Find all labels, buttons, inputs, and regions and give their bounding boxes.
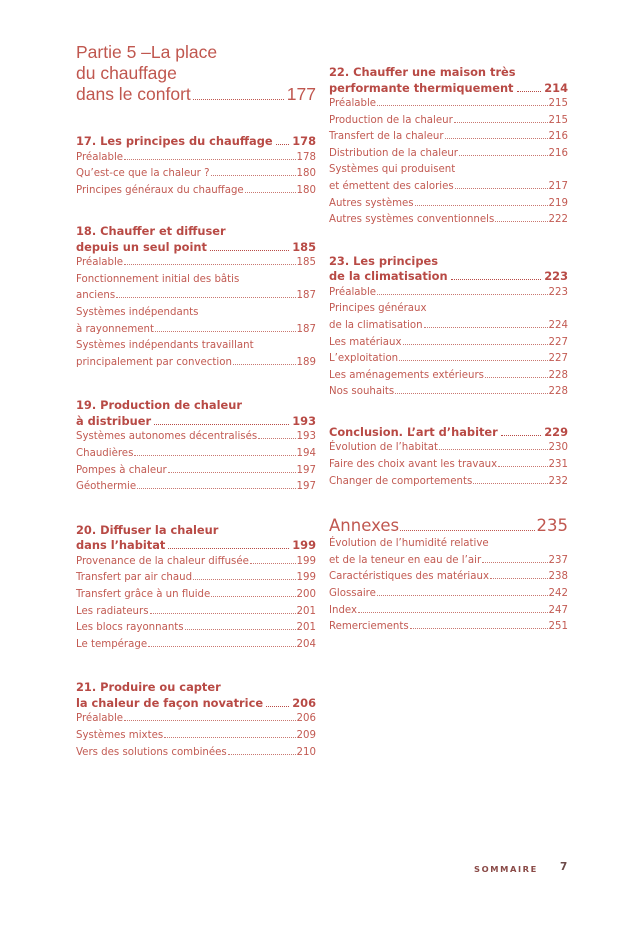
dot-leader [193, 579, 295, 580]
section-heading[interactable] [76, 680, 316, 711]
dot-leader [276, 144, 290, 145]
dot-leader [439, 449, 548, 450]
toc-entry[interactable] [329, 96, 568, 113]
section-page: 223 [544, 269, 568, 284]
dot-leader [137, 488, 295, 489]
entry-text: Production de la chaleur [329, 114, 453, 126]
section-page: 178 [292, 134, 316, 148]
toc-entry[interactable] [76, 637, 316, 654]
entry-page: 204 [296, 638, 316, 650]
dot-leader [116, 297, 295, 298]
toc-entry[interactable] [76, 429, 316, 446]
part-page: 177 [286, 84, 316, 104]
toc-entry[interactable] [76, 272, 316, 305]
dot-leader [455, 188, 548, 189]
footer-label: SOMMAIRE [474, 864, 538, 874]
dot-leader [482, 562, 547, 563]
dot-leader [495, 221, 547, 222]
entry-text: Les aménagements extérieurs [329, 369, 484, 381]
dot-leader [403, 344, 548, 345]
entry-text: Les radiateurs [76, 605, 149, 617]
dot-leader [399, 360, 547, 361]
toc-entry[interactable] [76, 745, 316, 762]
toc-entry[interactable] [329, 301, 568, 334]
dot-leader [211, 175, 296, 176]
section-heading[interactable] [76, 134, 316, 150]
toc-left-column [76, 40, 316, 761]
entry-page: 217 [548, 180, 568, 192]
toc-entry[interactable] [329, 619, 568, 636]
section-heading[interactable] [76, 398, 316, 429]
section-title-line: 17. Les principes du chauffage [76, 134, 273, 148]
entry-page: 178 [296, 151, 316, 163]
entry-text-line: Systèmes indépendants travaillant [76, 340, 254, 352]
entry-page: 251 [548, 621, 568, 633]
entry-text: Préalable [329, 286, 377, 298]
entry-text: Nos souhaits [329, 386, 395, 398]
toc-entry[interactable] [76, 338, 316, 371]
toc-entry[interactable] [329, 212, 568, 229]
toc-entry[interactable] [76, 587, 316, 604]
entry-page: 200 [296, 589, 316, 600]
toc-section [329, 254, 568, 401]
entry-page: 231 [548, 459, 568, 470]
dot-leader [424, 327, 548, 328]
toc-section [329, 65, 568, 229]
section-title-line: Conclusion. L’art d’habiter [329, 424, 498, 439]
entry-page: 185 [296, 257, 316, 269]
dot-leader [164, 737, 295, 738]
part-title [76, 42, 316, 105]
toc-entry[interactable] [329, 384, 568, 401]
entry-text: Préalable [76, 151, 124, 163]
toc-entry[interactable] [76, 305, 316, 338]
entry-text: Glossaire [329, 587, 376, 599]
dot-leader [445, 138, 548, 139]
toc-entry[interactable] [76, 620, 316, 637]
dot-leader [150, 613, 296, 614]
entry-text-line: Systèmes indépendants [76, 307, 199, 319]
dot-leader [193, 99, 284, 100]
toc-section [76, 224, 316, 371]
entry-page: 180 [296, 168, 316, 180]
entry-page: 197 [296, 481, 316, 493]
entry-text: Provenance de la chaleur diffusée [76, 555, 249, 567]
annexes-section [329, 516, 568, 636]
entry-page: 194 [296, 448, 316, 460]
toc-entry[interactable] [76, 554, 316, 571]
entry-page: 228 [548, 386, 568, 398]
entry-text: Transfert grâce à un fluide [76, 589, 211, 600]
dot-leader [377, 294, 547, 295]
entry-text: principalement par convection [76, 356, 232, 368]
section-title-line: de la climatisation [329, 269, 448, 284]
entry-text: Index [329, 604, 358, 616]
section-page: 199 [292, 538, 316, 553]
entry-text: Remerciements [329, 621, 409, 633]
toc-entry[interactable] [76, 570, 316, 587]
entry-text-line: Évolution de l’humidité relative [329, 538, 489, 550]
dot-leader [124, 264, 295, 265]
section-title-line: 21. Produire ou capter [76, 680, 221, 695]
part-title-line: du chauffage [76, 63, 177, 83]
dot-leader [134, 455, 295, 456]
entry-text: Caractéristiques des matériaux [329, 571, 489, 583]
dot-leader [211, 596, 295, 597]
toc-right-column [329, 40, 568, 636]
entry-text: Préalable [76, 257, 124, 269]
toc-entry[interactable] [76, 150, 316, 167]
dot-leader [377, 105, 547, 106]
toc-entry[interactable] [329, 113, 568, 130]
toc-entry[interactable] [76, 183, 316, 200]
section-page: 214 [544, 80, 568, 95]
entry-text-line: Fonctionnement initial des bâtis [76, 273, 240, 285]
entry-page: 223 [548, 286, 568, 298]
dot-leader [473, 483, 547, 484]
entry-page: 193 [296, 431, 316, 443]
toc-entry[interactable] [329, 536, 568, 569]
entry-page: 242 [548, 587, 568, 599]
toc-section [76, 523, 316, 654]
entry-text: Distribution de la chaleur [329, 147, 459, 159]
dot-leader [485, 377, 548, 378]
section-heading[interactable] [329, 425, 568, 441]
section-title-line: 19. Production de chaleur [76, 398, 242, 413]
entry-page: 201 [296, 605, 316, 617]
toc-entry[interactable] [76, 463, 316, 480]
entry-text: Le tempérage [76, 638, 148, 650]
entry-page: 219 [548, 197, 568, 209]
toc-entry[interactable] [76, 604, 316, 621]
section-page: 229 [544, 424, 568, 439]
entry-page: 187 [296, 323, 316, 335]
toc-entry[interactable] [329, 129, 568, 146]
dot-leader [501, 435, 541, 436]
entry-text: Chaudières [76, 448, 134, 460]
dot-leader [517, 91, 542, 92]
entry-text-line: Principes généraux [329, 303, 427, 315]
dot-leader [377, 595, 548, 596]
toc-entry[interactable] [329, 603, 568, 620]
dot-leader [168, 472, 296, 473]
entry-text: Évolution de l’habitat [329, 442, 439, 454]
dot-leader [400, 530, 534, 531]
page-number: 7 [560, 861, 568, 873]
entry-text: Préalable [76, 713, 124, 725]
section-heading[interactable] [329, 65, 568, 96]
dot-leader [148, 646, 295, 647]
dot-leader [395, 393, 547, 394]
section-title-line: depuis un seul point [76, 239, 207, 254]
section-heading[interactable] [76, 224, 316, 255]
section-title-line: dans l’habitat [76, 538, 166, 553]
toc-entry[interactable] [76, 255, 316, 272]
dot-leader [459, 155, 548, 156]
entry-page: 215 [548, 114, 568, 126]
toc-entry[interactable] [329, 457, 568, 474]
dot-leader [168, 548, 289, 549]
entry-page: 216 [548, 147, 568, 159]
section-title-line: à distribuer [76, 413, 152, 428]
entry-page: 197 [296, 464, 316, 476]
entry-text: Les matériaux [329, 336, 402, 348]
entry-text: de la climatisation [329, 319, 423, 331]
entry-page: 237 [548, 554, 568, 566]
dot-leader [266, 706, 289, 707]
toc-entry[interactable] [329, 569, 568, 586]
toc-entry[interactable] [329, 586, 568, 603]
section-heading[interactable] [76, 523, 316, 554]
dot-leader [258, 438, 295, 439]
toc-entry[interactable] [329, 162, 568, 195]
toc-entry[interactable] [329, 368, 568, 385]
toc-entry[interactable] [76, 479, 316, 496]
section-page: 206 [292, 695, 316, 710]
part-title-line: dans le confort [76, 84, 191, 104]
entry-text: et émettent des calories [329, 180, 454, 192]
entry-text: Changer de comportements [329, 475, 473, 487]
dot-leader [410, 628, 548, 629]
dot-leader [155, 331, 296, 332]
dot-leader [498, 466, 547, 467]
entry-page: 227 [548, 353, 568, 365]
entry-page: 209 [296, 729, 316, 741]
entry-page: 180 [296, 184, 316, 196]
dot-leader [454, 122, 548, 123]
toc-section [76, 398, 316, 495]
entry-page: 206 [296, 713, 316, 725]
toc-entry[interactable] [329, 146, 568, 163]
entry-page: 228 [548, 369, 568, 381]
section-page: 185 [292, 239, 316, 254]
annexes-title: Annexes [329, 516, 400, 536]
section-page: 193 [292, 413, 316, 428]
toc-section [76, 680, 316, 761]
entry-page: 227 [548, 336, 568, 348]
section-title-line: 22. Chauffer une maison très [329, 65, 516, 79]
section-title-line: performante thermiquement [329, 80, 514, 95]
entry-page: 215 [548, 98, 568, 109]
toc-entry[interactable] [76, 166, 316, 183]
toc-entry[interactable] [329, 351, 568, 368]
entry-page: 247 [548, 604, 568, 616]
section-title-line: la chaleur de façon novatrice [76, 695, 264, 710]
entry-page: 201 [296, 622, 316, 634]
dot-leader [358, 612, 548, 613]
entry-page: 238 [548, 571, 568, 583]
section-heading[interactable] [329, 254, 568, 285]
section-title-line: 18. Chauffer et diffuser [76, 224, 226, 239]
annexes-page: 235 [536, 516, 568, 536]
dot-leader [228, 754, 296, 755]
toc-entry[interactable] [329, 440, 568, 457]
entry-text: Transfert de la chaleur [329, 131, 444, 143]
entry-text: Vers des solutions combinées [76, 746, 227, 758]
entry-text-line: Systèmes qui produisent [329, 164, 456, 176]
dot-leader [233, 364, 296, 365]
entry-text: à rayonnement [76, 323, 154, 335]
toc-entry[interactable] [329, 285, 568, 302]
entry-page: 230 [548, 442, 568, 454]
entry-text: Autres systèmes conventionnels [329, 214, 495, 226]
toc-entry[interactable] [76, 446, 316, 463]
entry-text: Faire des choix avant les travaux [329, 459, 498, 470]
entry-text: Principes généraux du chauffage [76, 184, 244, 196]
dot-leader [124, 159, 295, 160]
entry-text: Les blocs rayonnants [76, 622, 184, 634]
entry-text: Pompes à chaleur [76, 464, 167, 476]
toc-entry[interactable] [329, 196, 568, 213]
entry-page: 189 [296, 356, 316, 368]
toc-entry[interactable] [329, 474, 568, 491]
dot-leader [250, 563, 296, 564]
entry-text: Systèmes autonomes décentralisés [76, 431, 258, 443]
section-title-line: 23. Les principes [329, 253, 438, 268]
entry-text: Autres systèmes [329, 197, 414, 209]
entry-page: 222 [548, 214, 568, 226]
toc-entry[interactable] [76, 728, 316, 745]
dot-leader [185, 629, 296, 630]
toc-section [76, 134, 316, 199]
toc-entry[interactable] [329, 335, 568, 352]
dot-leader [451, 279, 542, 280]
section-title-line: 20. Diffuser la chaleur [76, 522, 219, 537]
dot-leader [415, 205, 548, 206]
entry-text: Qu’est-ce que la chaleur ? [76, 168, 210, 180]
dot-leader [124, 720, 295, 721]
entry-page: 232 [548, 475, 568, 487]
dot-leader [490, 578, 548, 579]
entry-page: 216 [548, 131, 568, 143]
entry-text: Systèmes mixtes [76, 729, 164, 741]
toc-section [329, 425, 568, 490]
dot-leader [210, 250, 289, 251]
toc-entry[interactable] [76, 711, 316, 728]
entry-page: 199 [296, 555, 316, 567]
entry-text: anciens [76, 290, 116, 302]
entry-text: L’exploitation [329, 353, 399, 365]
entry-page: 224 [548, 319, 568, 331]
entry-text: et de la teneur en eau de l’air [329, 554, 482, 566]
dot-leader [154, 424, 289, 425]
entry-page: 210 [296, 746, 316, 758]
entry-page: 199 [296, 572, 316, 584]
dot-leader [245, 192, 296, 193]
entry-page: 187 [296, 290, 316, 302]
entry-text: Géothermie [76, 481, 137, 493]
entry-text: Préalable [329, 98, 377, 109]
entry-text: Transfert par air chaud [76, 572, 193, 584]
part-title-line: Partie 5 –La place [76, 42, 218, 62]
